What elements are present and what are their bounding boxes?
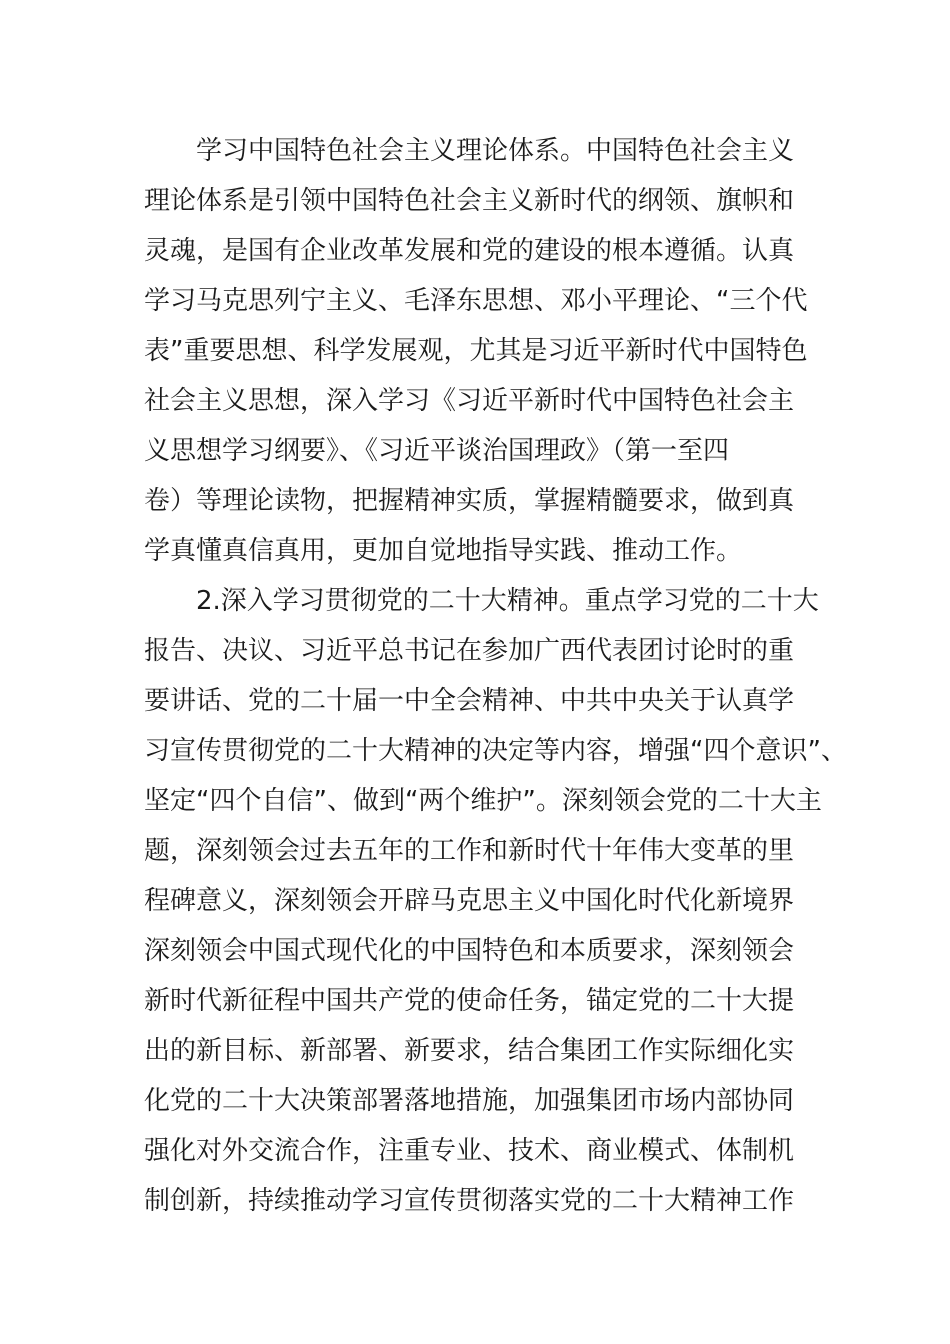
paragraph-1-line-4: 学习马克思列宁主义、毛泽东思想、邓小平理论、“三个代: [144, 286, 808, 316]
paragraph-2-line-10: 出的新目标、新部署、新要求，结合集团工作实际细化实: [144, 1036, 795, 1066]
paragraph-2-line-1: 2.深入学习贯彻党的二十大精神。重点学习党的二十大: [196, 586, 819, 616]
paragraph-1-line-2: 理论体系是引领中国特色社会主义新时代的纲领、旗帜和: [144, 186, 795, 216]
paragraph-2-line-5: 坚定“四个自信”、做到“两个维护”。深刻领会党的二十大主: [144, 786, 822, 816]
paragraph-1-line-3: 灵魂，是国有企业改革发展和党的建设的根本遵循。认真: [144, 236, 795, 266]
paragraph-1-line-7: 义思想学习纲要》、《习近平谈治国理政》（第一至四: [144, 436, 730, 466]
paragraph-1-line-6: 社会主义思想，深入学习《习近平新时代中国特色社会主: [144, 386, 795, 416]
paragraph-1-line-8: 卷）等理论读物，把握精神实质，掌握精髓要求，做到真: [144, 486, 795, 516]
paragraph-2-line-7: 程碑意义，深刻领会开辟马克思主义中国化时代化新境界: [144, 886, 795, 916]
paragraph-2-line-13: 制创新，持续推动学习宣传贯彻落实党的二十大精神工作: [144, 1186, 795, 1216]
paragraph-2-line-12: 强化对外交流合作，注重专业、技术、商业模式、体制机: [144, 1136, 795, 1166]
paragraph-2-line-4: 习宣传贯彻党的二十大精神的决定等内容，增强“四个意识”、: [144, 736, 847, 766]
paragraph-2-line-9: 新时代新征程中国共产党的使命任务，锚定党的二十大提: [144, 986, 795, 1016]
paragraph-1-line-5: 表”重要思想、科学发展观，尤其是习近平新时代中国特色: [144, 336, 808, 366]
paragraph-1-line-9: 学真懂真信真用，更加自觉地指导实践、推动工作。: [144, 536, 743, 566]
paragraph-2-line-3: 要讲话、党的二十届一中全会精神、中共中央关于认真学: [144, 686, 795, 716]
paragraph-1-line-1: 学习中国特色社会主义理论体系。中国特色社会主义: [196, 136, 795, 166]
paragraph-2-line-6: 题，深刻领会过去五年的工作和新时代十年伟大变革的里: [144, 836, 795, 866]
paragraph-2-line-11: 化党的二十大决策部署落地措施，加强集团市场内部协同: [144, 1086, 795, 1116]
paragraph-2-line-2: 报告、决议、习近平总书记在参加广西代表团讨论时的重: [144, 636, 795, 666]
paragraph-2-line-8: 深刻领会中国式现代化的中国特色和本质要求，深刻领会: [144, 936, 795, 966]
